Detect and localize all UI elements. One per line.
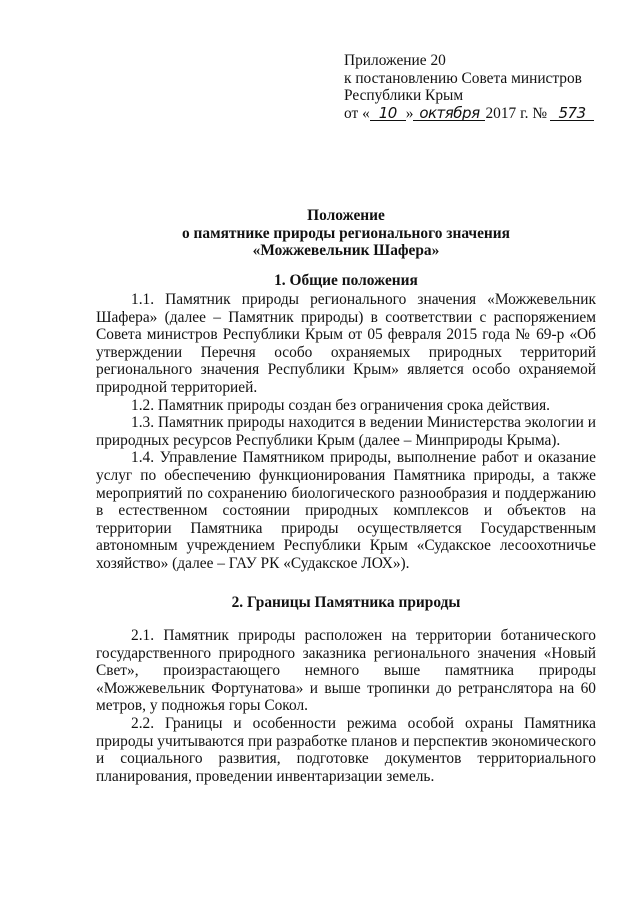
appendix-date-line — [344, 105, 624, 123]
paragraph-1-1: 1.1. Памятник природы регионального значения «Можжевельник Шафера» (далее – Памятник природы) в соответствии с распоряжением Совета министров Республики Крым от 05 февраля 2015 года № 69-р «Об утверждении Перечня особо охраняемых природных территорий регионального значения Республики Крым» является особо охраняемой природной территорией. — [96, 291, 596, 396]
section-1-heading: 1. Общие положения — [274, 272, 418, 289]
paragraph-1-2: 1.2. Памятник природы создан без ограничения срока действия. — [131, 396, 551, 414]
paragraph-2-2: 2.2. Границы и особенности режима особой охраны Памятника природы учитываются при разработке планов и перспектив экономического и социального развития, подготовке документов территориального планирования, проведении инвентаризации земель. — [96, 714, 596, 785]
paragraph-1-3: 1.3. Памятник природы находится в ведении Министерства экологии и природных ресурсов Республики Крым (далее – Минприроды Крыма). — [96, 414, 596, 449]
document-title — [96, 207, 596, 260]
appendix-header — [344, 52, 624, 122]
appendix-number: Приложение 20 — [344, 52, 446, 69]
date-quote: » — [405, 104, 414, 122]
appendix-republic: Республики Крым — [344, 87, 464, 104]
section-2-heading: 2. Границы Памятника природы — [231, 594, 461, 611]
section-2-body — [96, 627, 596, 785]
date-day-handwritten: 10 — [370, 106, 406, 121]
appendix-resolution: к постановлению Совета министров — [344, 69, 582, 87]
title-line-2: о памятнике природы регионального значения — [182, 224, 510, 242]
date-prefix: от « — [344, 104, 370, 122]
date-month-handwritten: октября — [413, 106, 485, 121]
section-1-body — [96, 291, 596, 573]
date-year: 2017 г. № — [485, 104, 548, 122]
title-line-3: «Можжевельник Шафера» — [252, 242, 440, 259]
paragraph-2-1: 2.1. Памятник природы расположен на территории ботанического государственного природного заказника регионального значения «Новый Свет», произрастающего немного выше памятника природы «Можжевельник Фортунатова» и выше тропинки до ретранслятора на 60 метров, у подножья горы Сокол. — [96, 627, 596, 715]
paragraph-1-4: 1.4. Управление Памятником природы, выполнение работ и оказание услуг по обеспечению функционирования Памятника природы, а также мероприятий по сохранению биологического разнообразия и поддержанию в естественном состоянии природных комплексов и объектов на территории Памятника природы осуществляется Государственным автономным учреждением Республики Крым «Судакское лесоохотничье хозяйство» (далее – ГАУ РК «Судакское ЛОХ»). — [96, 449, 596, 572]
resolution-number-handwritten: 573 — [550, 106, 594, 121]
title-line-1: Положение — [307, 207, 385, 224]
